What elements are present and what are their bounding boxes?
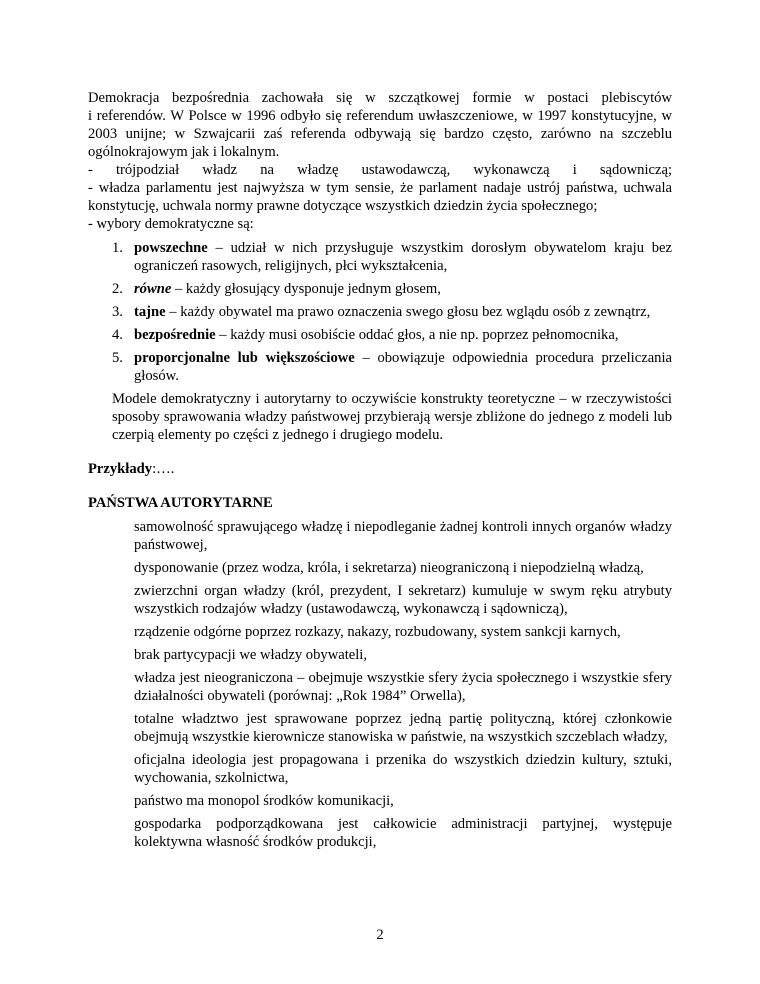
list-item: brak partycypacji we władzy obywateli, (134, 647, 368, 663)
list-item: państwo ma monopol środków komunikacji, (134, 793, 394, 809)
section-heading: PAŃSTWA AUTORYTARNE (88, 495, 273, 511)
list-item (112, 349, 672, 385)
principle-term: bezpośrednie (134, 327, 216, 343)
authoritarian-features-list (112, 518, 672, 851)
principle-text: – każdy głosujący dysponuje jednym głosem, (171, 281, 441, 297)
list-item: władza jest nieograniczona – obejmuje wszystkie sfery życia społecznego i wszystkie sfery działalności obywateli (porównaj: „Rok 1984” Orwella), (134, 670, 672, 704)
principle-term: proporcjonalne lub większościowe (134, 350, 355, 366)
models-paragraph: Modele demokratyczny i autorytarny to oczywiście konstrukty teoretyczne – w rzeczywistości sposoby sprawowania władzy państwowej przybierają wersje zbliżone do jednego z modeli lub czerpią elementy po części z jednego i drugiego modelu. (112, 391, 672, 443)
list-item: samowolność sprawującego władzę i niepodleganie żadnej kontroli innych organów władzy państwowej, (134, 519, 672, 553)
list-number: 3. (112, 304, 123, 320)
principle-text: – każdy obywatel ma prawo oznaczenia swego głosu bez wglądu osób z zewnątrz, (165, 304, 651, 320)
list-item: zwierzchni organ władzy (król, prezydent, I sekretarz) kumuluje w swym ręku atrybuty wszystkich rodzajów władzy (ustawodawczą, wykonawczą i sądowniczą), (134, 583, 672, 617)
principle-text: – każdy musi osobiście oddać głos, a nie np. poprzez pełnomocnika, (215, 327, 619, 343)
examples-line (88, 460, 672, 478)
electoral-principles-list (112, 239, 672, 385)
list-item: totalne władztwo jest sprawowane poprzez jedną partię polityczną, której członkowie obejmują wszystkie kierownicze stanowiska w państwie, na wszystkich szczeblach władzy, (134, 711, 672, 745)
dash-item-elections: - wybory demokratyczne są: (88, 216, 254, 232)
principle-term: tajne (134, 304, 166, 320)
dash-item-separation-of-powers: - trójpodział władz na władzę ustawodawczą, wykonawczą i sądowniczą; (88, 162, 672, 178)
list-item (112, 326, 672, 344)
intro-first-line: Demokracja bezpośrednia zachowała się w szczątkowej formie w postaci plebiscytów (88, 90, 672, 106)
list-item: gospodarka podporządkowana jest całkowicie administracji partyjnej, występuje kolektywna własność środków produkcji, (134, 816, 672, 850)
document-page (88, 89, 672, 856)
list-item (112, 280, 672, 298)
intro-paragraph: i referendów. W Polsce w 1996 odbyło się referendum uwłaszczeniowe, w 1997 konstytucyjne, w 2003 unijne; w Szwajcarii zaś referenda odbywają się bardzo często, zarówno na szczeblu ogólnokrajowym jak i lokalnym. (88, 108, 672, 160)
list-item: rządzenie odgórne poprzez rozkazy, nakazy, rozbudowany, system sankcji karnych, (134, 624, 621, 640)
principle-term: równe (134, 281, 172, 297)
principle-text: – obowiązuje odpowiednia procedura przeliczania głosów. (134, 350, 672, 384)
principle-text: – udział w nich przysługuje wszystkim dorosłym obywatelom kraju bez ograniczeń rasowych, religijnych, płci wykształcenia, (134, 240, 672, 274)
examples-label: Przykłady (88, 461, 153, 477)
list-item: oficjalna ideologia jest propagowana i przenika do wszystkich dziedzin kultury, sztuki, wychowania, szkolnictwa, (134, 752, 672, 786)
page-number: 2 (376, 927, 384, 943)
list-number: 2. (112, 281, 123, 297)
list-item (112, 303, 672, 321)
list-number: 5. (112, 350, 123, 366)
principle-term: powszechne (134, 240, 208, 256)
dash-item-parliament: - władza parlamentu jest najwyższa w tym sensie, że parlament nadaje ustrój państwa, uchwala konstytucję, uchwala normy prawne dotyczące wszystkich dziedzin życia społecznego; (88, 180, 672, 214)
list-item (112, 239, 672, 275)
examples-rest: :…. (152, 461, 175, 477)
list-number: 1. (112, 240, 123, 256)
list-number: 4. (112, 327, 123, 343)
list-item: dysponowanie (przez wodza, króla, i sekretarza) nieograniczoną i niepodzielną władzą, (134, 560, 644, 576)
